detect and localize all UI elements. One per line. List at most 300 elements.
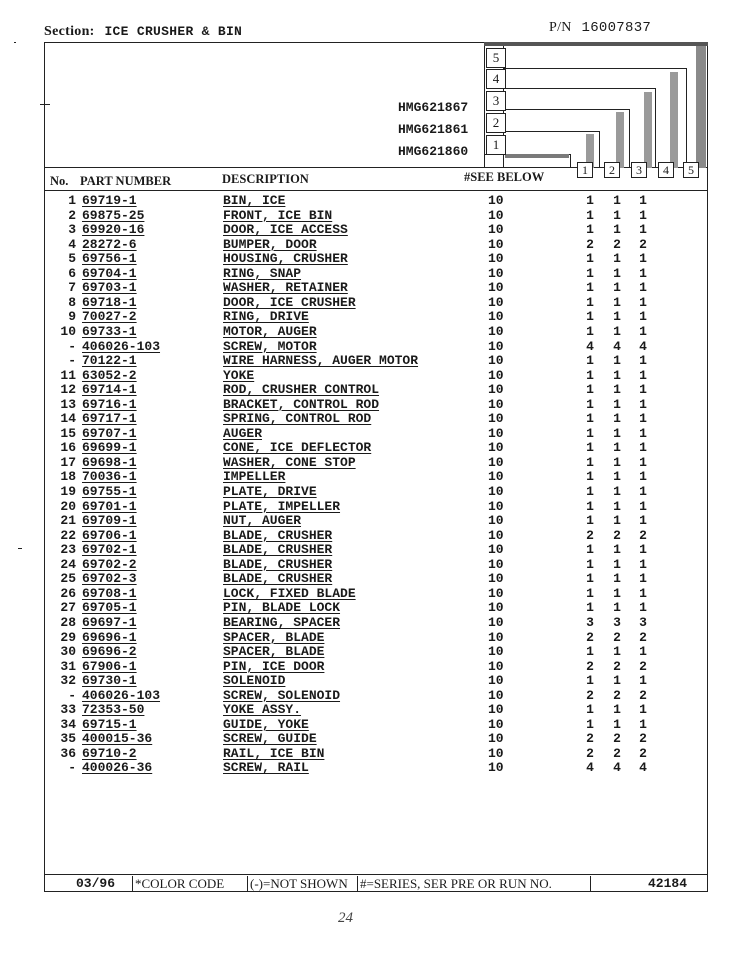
see-below: 10 bbox=[488, 411, 504, 427]
part-number: 406026-103 bbox=[82, 687, 161, 703]
qty-model-2: 2 bbox=[613, 236, 621, 252]
row-number: 6 bbox=[68, 265, 76, 281]
description: CONE, ICE DEFLECTOR bbox=[223, 440, 372, 456]
see-below: 10 bbox=[488, 585, 504, 601]
model-stair-line bbox=[503, 109, 629, 110]
table-row bbox=[0, 353, 750, 368]
qty-model-2: 1 bbox=[613, 673, 621, 689]
section-name: ICE CRUSHER & BIN bbox=[104, 24, 243, 39]
row-number: 23 bbox=[60, 542, 76, 558]
row-number: 10 bbox=[60, 323, 76, 339]
description: SPACER, BLADE bbox=[223, 629, 325, 645]
qty-model-1: 2 bbox=[586, 731, 594, 747]
model-code-3: HMG621867 bbox=[398, 100, 469, 115]
qty-model-3: 1 bbox=[639, 396, 647, 412]
table-row bbox=[0, 702, 750, 717]
qty-model-3: 1 bbox=[639, 469, 647, 485]
row-number: 36 bbox=[60, 745, 76, 761]
qty-model-2: 1 bbox=[613, 542, 621, 558]
see-below: 10 bbox=[488, 600, 504, 616]
table-row bbox=[0, 193, 750, 208]
model-stair-line bbox=[570, 154, 571, 168]
qty-model-1: 1 bbox=[586, 542, 594, 558]
qty-model-2: 1 bbox=[613, 585, 621, 601]
qty-model-3: 1 bbox=[639, 556, 647, 572]
description: PLATE, DRIVE bbox=[223, 484, 317, 499]
description: NUT, AUGER bbox=[223, 513, 302, 529]
part-number: 67906-1 bbox=[82, 658, 137, 674]
table-row bbox=[0, 309, 750, 324]
qty-model-1: 1 bbox=[586, 571, 594, 587]
description: LOCK, FIXED BLADE bbox=[223, 585, 356, 601]
qty-model-2: 2 bbox=[613, 687, 621, 703]
model-box-3: 3 bbox=[486, 91, 506, 111]
description: BLADE, CRUSHER bbox=[223, 542, 333, 558]
qty-model-1: 1 bbox=[586, 367, 594, 383]
table-row bbox=[0, 411, 750, 426]
qty-model-2: 1 bbox=[613, 571, 621, 587]
qty-model-1: 3 bbox=[586, 614, 594, 630]
row-number: 15 bbox=[60, 425, 76, 441]
part-number: 69698-1 bbox=[82, 454, 137, 470]
qty-model-2: 1 bbox=[613, 411, 621, 427]
qty-model-2: 1 bbox=[613, 556, 621, 572]
description: BRACKET, CONTROL ROD bbox=[223, 396, 380, 412]
row-number: - bbox=[68, 687, 76, 703]
qty-model-3: 4 bbox=[639, 760, 647, 776]
model-code-1: HMG621860 bbox=[398, 144, 469, 159]
model-box-5: 5 bbox=[486, 48, 506, 68]
table-row bbox=[0, 440, 750, 455]
part-number: 400015-36 bbox=[82, 731, 153, 747]
row-number: 13 bbox=[60, 396, 76, 412]
row-number: 24 bbox=[60, 556, 76, 572]
row-number: 25 bbox=[60, 571, 76, 587]
qty-model-3: 2 bbox=[639, 687, 647, 703]
see-below: 10 bbox=[488, 309, 504, 325]
see-below: 10 bbox=[488, 629, 504, 645]
see-below: 10 bbox=[488, 294, 504, 310]
table-row bbox=[0, 295, 750, 310]
model-num-3: 3 bbox=[631, 162, 647, 178]
qty-model-2: 1 bbox=[613, 469, 621, 485]
table-row bbox=[0, 717, 750, 732]
see-below: 10 bbox=[488, 644, 504, 660]
description: YOKE ASSY. bbox=[223, 702, 302, 718]
table-row bbox=[0, 208, 750, 223]
see-below: 10 bbox=[488, 280, 504, 296]
part-number: 69699-1 bbox=[82, 440, 137, 456]
part-number: 69706-1 bbox=[82, 527, 137, 543]
row-number: - bbox=[68, 353, 76, 369]
qty-model-3: 4 bbox=[639, 338, 647, 354]
row-number: 4 bbox=[68, 236, 76, 252]
qty-model-1: 2 bbox=[586, 629, 594, 645]
page-mark: 24 bbox=[338, 910, 353, 926]
qty-model-2: 1 bbox=[613, 280, 621, 296]
table-row bbox=[0, 731, 750, 746]
model-stair-line bbox=[686, 68, 687, 168]
qty-model-3: 1 bbox=[639, 440, 647, 456]
part-number: 69733-1 bbox=[82, 323, 137, 339]
see-below: 10 bbox=[488, 454, 504, 470]
see-below: 10 bbox=[488, 731, 504, 747]
footer-divider bbox=[247, 876, 248, 892]
table-row bbox=[0, 513, 750, 528]
qty-model-1: 1 bbox=[586, 644, 594, 660]
table-row bbox=[0, 484, 750, 499]
qty-model-3: 1 bbox=[639, 716, 647, 732]
qty-model-2: 1 bbox=[613, 716, 621, 732]
qty-model-3: 1 bbox=[639, 265, 647, 281]
part-number: 69920-16 bbox=[82, 222, 145, 238]
part-number: 70122-1 bbox=[82, 353, 137, 369]
table-row bbox=[0, 324, 750, 339]
footer-doc-number: 42184 bbox=[648, 876, 688, 891]
qty-model-2: 1 bbox=[613, 425, 621, 441]
table-row bbox=[0, 455, 750, 470]
description: SPRING, CONTROL ROD bbox=[223, 411, 372, 427]
description: PLATE, IMPELLER bbox=[223, 498, 341, 514]
row-number: 12 bbox=[60, 382, 76, 398]
pn-value: 16007837 bbox=[581, 20, 652, 36]
qty-model-3: 2 bbox=[639, 745, 647, 761]
description: MOTOR, AUGER bbox=[223, 323, 317, 339]
row-number: 18 bbox=[60, 469, 76, 485]
see-below: 10 bbox=[488, 571, 504, 587]
part-number: 70036-1 bbox=[82, 469, 137, 485]
footer-divider bbox=[590, 876, 591, 892]
description: BLADE, CRUSHER bbox=[223, 556, 333, 572]
row-number: 19 bbox=[60, 484, 76, 499]
see-below: 10 bbox=[488, 193, 504, 208]
qty-model-3: 1 bbox=[639, 600, 647, 616]
see-below: 10 bbox=[488, 673, 504, 689]
row-number: 34 bbox=[60, 716, 76, 732]
qty-model-1: 1 bbox=[586, 294, 594, 310]
qty-model-3: 1 bbox=[639, 382, 647, 398]
part-number: 69703-1 bbox=[82, 280, 137, 296]
col-header-part-number: PART NUMBER bbox=[80, 174, 172, 188]
part-number: 69702-3 bbox=[82, 571, 137, 587]
row-number: 21 bbox=[60, 513, 76, 529]
description: SCREW, RAIL bbox=[223, 760, 309, 776]
table-row bbox=[0, 615, 750, 630]
qty-model-2: 1 bbox=[613, 222, 621, 238]
qty-model-1: 2 bbox=[586, 236, 594, 252]
margin-dot bbox=[14, 42, 16, 43]
see-below: 10 bbox=[488, 614, 504, 630]
model-code-2: HMG621861 bbox=[398, 122, 469, 137]
qty-model-3: 1 bbox=[639, 484, 647, 499]
see-below: 10 bbox=[488, 658, 504, 674]
qty-model-3: 1 bbox=[639, 353, 647, 369]
qty-model-3: 1 bbox=[639, 280, 647, 296]
description: WIRE HARNESS, AUGER MOTOR bbox=[223, 353, 419, 369]
description: IMPELLER bbox=[223, 469, 286, 485]
row-number: 8 bbox=[68, 294, 76, 310]
qty-model-3: 1 bbox=[639, 193, 647, 208]
description: PIN, ICE DOOR bbox=[223, 658, 325, 674]
qty-model-2: 1 bbox=[613, 454, 621, 470]
table-row bbox=[0, 644, 750, 659]
qty-model-3: 1 bbox=[639, 294, 647, 310]
part-number: 69756-1 bbox=[82, 251, 137, 267]
table-row bbox=[0, 339, 750, 354]
table-row bbox=[0, 280, 750, 295]
qty-model-2: 2 bbox=[613, 731, 621, 747]
table-row bbox=[0, 426, 750, 441]
table-row bbox=[0, 469, 750, 484]
qty-model-2: 1 bbox=[613, 353, 621, 369]
description: RING, DRIVE bbox=[223, 309, 309, 325]
description: DOOR, ICE CRUSHER bbox=[223, 294, 356, 310]
qty-model-2: 2 bbox=[613, 658, 621, 674]
qty-model-2: 4 bbox=[613, 760, 621, 776]
qty-model-3: 1 bbox=[639, 323, 647, 339]
model-num-2: 2 bbox=[604, 162, 620, 178]
part-number: 69710-2 bbox=[82, 745, 137, 761]
model-stair-line bbox=[484, 46, 485, 168]
table-row bbox=[0, 630, 750, 645]
scan-shading bbox=[670, 72, 678, 168]
qty-model-3: 1 bbox=[639, 367, 647, 383]
see-below: 10 bbox=[488, 469, 504, 485]
description: BEARING, SPACER bbox=[223, 614, 341, 630]
description: SCREW, GUIDE bbox=[223, 731, 317, 747]
table-row bbox=[0, 673, 750, 688]
row-number: 31 bbox=[60, 658, 76, 674]
table-row bbox=[0, 397, 750, 412]
qty-model-1: 1 bbox=[586, 396, 594, 412]
footer-series: #=SERIES, SER PRE OR RUN NO. bbox=[360, 876, 552, 891]
qty-model-2: 1 bbox=[613, 644, 621, 660]
row-number: 26 bbox=[60, 585, 76, 601]
description: SOLENOID bbox=[223, 673, 286, 689]
row-number: 11 bbox=[60, 367, 76, 383]
qty-model-3: 1 bbox=[639, 251, 647, 267]
col-header-description: DESCRIPTION bbox=[222, 172, 309, 186]
table-row bbox=[0, 237, 750, 252]
see-below: 10 bbox=[488, 367, 504, 383]
footer-top-line bbox=[44, 874, 708, 875]
see-below: 10 bbox=[488, 251, 504, 267]
table-row bbox=[0, 251, 750, 266]
part-number: 69719-1 bbox=[82, 193, 137, 208]
description: SCREW, MOTOR bbox=[223, 338, 317, 354]
description: RAIL, ICE BIN bbox=[223, 745, 325, 761]
row-number: 29 bbox=[60, 629, 76, 645]
see-below: 10 bbox=[488, 687, 504, 703]
description: YOKE bbox=[223, 367, 255, 383]
qty-model-1: 1 bbox=[586, 265, 594, 281]
description: BLADE, CRUSHER bbox=[223, 527, 333, 543]
part-number: 72353-50 bbox=[82, 702, 145, 718]
see-below: 10 bbox=[488, 760, 504, 776]
see-below: 10 bbox=[488, 745, 504, 761]
part-number: 69702-1 bbox=[82, 542, 137, 558]
row-number: 33 bbox=[60, 702, 76, 718]
qty-model-2: 4 bbox=[613, 338, 621, 354]
part-number: 69697-1 bbox=[82, 614, 137, 630]
qty-model-1: 1 bbox=[586, 251, 594, 267]
qty-model-1: 1 bbox=[586, 222, 594, 238]
pn-label: P/N bbox=[549, 20, 572, 35]
qty-model-3: 2 bbox=[639, 731, 647, 747]
model-num-4: 4 bbox=[658, 162, 674, 178]
qty-model-1: 1 bbox=[586, 440, 594, 456]
description: WASHER, RETAINER bbox=[223, 280, 348, 296]
qty-model-2: 1 bbox=[613, 323, 621, 339]
part-number: 69718-1 bbox=[82, 294, 137, 310]
qty-model-3: 1 bbox=[639, 585, 647, 601]
see-below: 10 bbox=[488, 396, 504, 412]
qty-model-3: 1 bbox=[639, 542, 647, 558]
qty-model-2: 1 bbox=[613, 367, 621, 383]
qty-model-2: 1 bbox=[613, 193, 621, 208]
part-number: 69716-1 bbox=[82, 396, 137, 412]
see-below: 10 bbox=[488, 702, 504, 718]
qty-model-2: 1 bbox=[613, 396, 621, 412]
description: BLADE, CRUSHER bbox=[223, 571, 333, 587]
row-number: 5 bbox=[68, 251, 76, 267]
description: BIN, ICE bbox=[223, 193, 286, 208]
see-below: 10 bbox=[488, 498, 504, 514]
qty-model-2: 1 bbox=[613, 513, 621, 529]
qty-model-1: 1 bbox=[586, 585, 594, 601]
see-below: 10 bbox=[488, 542, 504, 558]
qty-model-3: 1 bbox=[639, 673, 647, 689]
scan-shading bbox=[505, 154, 569, 158]
qty-model-1: 1 bbox=[586, 454, 594, 470]
part-number: 69696-1 bbox=[82, 629, 137, 645]
part-number: 400026-36 bbox=[82, 760, 153, 776]
qty-model-3: 1 bbox=[639, 513, 647, 529]
qty-model-1: 1 bbox=[586, 716, 594, 732]
see-below: 10 bbox=[488, 338, 504, 354]
description: SPACER, BLADE bbox=[223, 644, 325, 660]
qty-model-2: 3 bbox=[613, 614, 621, 630]
model-stair-line bbox=[655, 88, 656, 168]
see-below: 10 bbox=[488, 440, 504, 456]
see-below: 10 bbox=[488, 484, 504, 499]
qty-model-3: 1 bbox=[639, 644, 647, 660]
scan-shading bbox=[696, 46, 706, 168]
table-row bbox=[0, 760, 750, 775]
see-below: 10 bbox=[488, 222, 504, 238]
footer-not-shown: (-)=NOT SHOWN bbox=[250, 876, 348, 891]
table-row bbox=[0, 266, 750, 281]
qty-model-3: 1 bbox=[639, 411, 647, 427]
qty-model-3: 1 bbox=[639, 425, 647, 441]
qty-model-1: 1 bbox=[586, 193, 594, 208]
description: PIN, BLADE LOCK bbox=[223, 600, 341, 616]
part-number: 69707-1 bbox=[82, 425, 137, 441]
row-number: 16 bbox=[60, 440, 76, 456]
part-number: 69715-1 bbox=[82, 716, 137, 732]
footer-divider bbox=[357, 876, 358, 892]
scan-shading bbox=[484, 42, 708, 46]
qty-model-3: 1 bbox=[639, 309, 647, 325]
footer-date: 03/96 bbox=[76, 876, 116, 891]
see-below: 10 bbox=[488, 425, 504, 441]
part-number: 69702-2 bbox=[82, 556, 137, 572]
qty-model-1: 1 bbox=[586, 556, 594, 572]
row-number: 30 bbox=[60, 644, 76, 660]
part-number: 69755-1 bbox=[82, 484, 137, 499]
qty-model-3: 2 bbox=[639, 527, 647, 543]
qty-model-2: 1 bbox=[613, 265, 621, 281]
table-row bbox=[0, 382, 750, 397]
qty-model-1: 1 bbox=[586, 673, 594, 689]
table-row bbox=[0, 586, 750, 601]
model-box-4: 4 bbox=[486, 69, 506, 89]
qty-model-1: 4 bbox=[586, 338, 594, 354]
description: SCREW, SOLENOID bbox=[223, 687, 341, 703]
table-row bbox=[0, 600, 750, 615]
part-number: 69714-1 bbox=[82, 382, 137, 398]
part-number: 69701-1 bbox=[82, 498, 137, 514]
qty-model-3: 1 bbox=[639, 207, 647, 223]
qty-model-2: 2 bbox=[613, 629, 621, 645]
row-number: 7 bbox=[68, 280, 76, 296]
model-box-2: 2 bbox=[486, 113, 506, 133]
description: HOUSING, CRUSHER bbox=[223, 251, 348, 267]
see-below: 10 bbox=[488, 527, 504, 543]
row-number: 27 bbox=[60, 600, 76, 616]
qty-model-1: 1 bbox=[586, 484, 594, 499]
row-number: 2 bbox=[68, 207, 76, 223]
qty-model-1: 1 bbox=[586, 207, 594, 223]
row-number: 35 bbox=[60, 731, 76, 747]
qty-model-2: 1 bbox=[613, 600, 621, 616]
qty-model-1: 1 bbox=[586, 411, 594, 427]
qty-model-3: 1 bbox=[639, 702, 647, 718]
row-number: 3 bbox=[68, 222, 76, 238]
model-num-1: 1 bbox=[577, 162, 593, 178]
see-below: 10 bbox=[488, 353, 504, 369]
qty-model-1: 2 bbox=[586, 745, 594, 761]
part-number: 406026-103 bbox=[82, 338, 161, 354]
qty-model-1: 1 bbox=[586, 702, 594, 718]
part-number: 70027-2 bbox=[82, 309, 137, 325]
qty-model-2: 1 bbox=[613, 309, 621, 325]
footer-divider bbox=[132, 876, 133, 892]
part-number: 69717-1 bbox=[82, 411, 137, 427]
part-number: 69875-25 bbox=[82, 207, 145, 223]
part-number: 69704-1 bbox=[82, 265, 137, 281]
qty-model-3: 2 bbox=[639, 658, 647, 674]
part-number: 69709-1 bbox=[82, 513, 137, 529]
description: GUIDE, YOKE bbox=[223, 716, 309, 732]
qty-model-1: 1 bbox=[586, 513, 594, 529]
model-stair-line bbox=[503, 88, 655, 89]
description: FRONT, ICE BIN bbox=[223, 207, 333, 223]
qty-model-2: 1 bbox=[613, 382, 621, 398]
row-number: 20 bbox=[60, 498, 76, 514]
model-box-1: 1 bbox=[486, 135, 506, 155]
qty-model-1: 1 bbox=[586, 353, 594, 369]
description: ROD, CRUSHER CONTROL bbox=[223, 382, 380, 398]
row-number: - bbox=[68, 338, 76, 354]
qty-model-3: 2 bbox=[639, 236, 647, 252]
qty-model-3: 2 bbox=[639, 629, 647, 645]
table-row bbox=[0, 542, 750, 557]
see-below: 10 bbox=[488, 265, 504, 281]
qty-model-1: 1 bbox=[586, 469, 594, 485]
row-number: 1 bbox=[68, 193, 76, 208]
description: RING, SNAP bbox=[223, 265, 302, 281]
